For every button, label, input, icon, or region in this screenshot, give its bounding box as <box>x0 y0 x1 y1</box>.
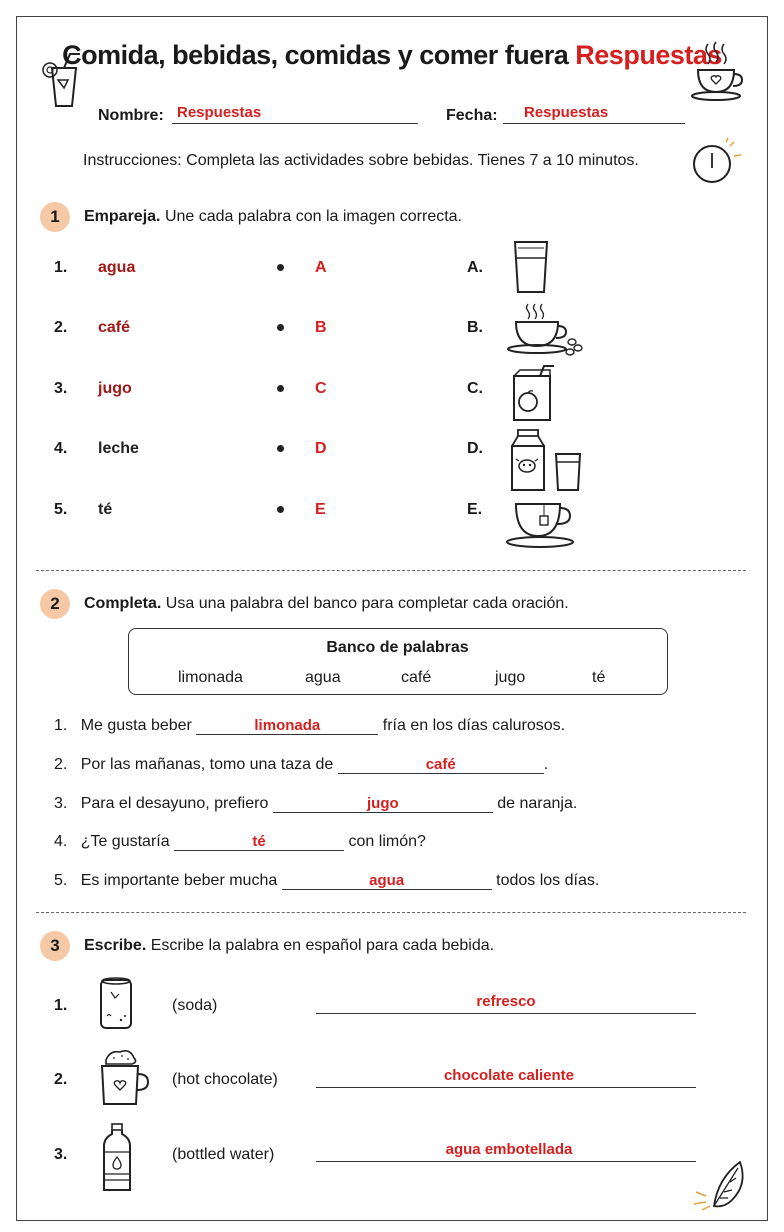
name-field[interactable] <box>172 103 418 124</box>
name-value: Respuestas <box>177 104 262 121</box>
clock-icon <box>690 140 742 186</box>
milk-carton-icon <box>510 428 584 492</box>
translate-answer: chocolate caliente <box>443 1067 575 1084</box>
instructions: Instrucciones: Completa las actividades sobre bebidas. Tienes 7 a 10 minutos. <box>83 152 639 169</box>
translate-number: 1. <box>54 997 68 1014</box>
sentence <box>54 756 548 774</box>
match-letter: E. <box>467 501 483 518</box>
page-title: Comida, bebidas, comidas y comer fuera Respuestas <box>62 40 722 70</box>
match-number: 2. <box>54 319 68 336</box>
section-1-badge: 1 <box>40 202 70 232</box>
date-value: Respuestas <box>524 104 609 121</box>
section-2-instruction: Completa. Usa una palabra del banco para completar cada oración. <box>84 595 569 612</box>
coffee-cup-icon <box>506 302 586 358</box>
match-letter: A. <box>467 259 483 276</box>
tea-cup-icon <box>506 498 578 550</box>
match-word: leche <box>98 440 139 457</box>
sentence <box>54 717 565 735</box>
sentence-before: Para el desayuno, prefiero <box>80 795 269 812</box>
sentence-after: . <box>543 756 549 773</box>
translate-answer: agua embotellada <box>445 1141 573 1158</box>
match-letter: C. <box>467 380 483 397</box>
sentence-number: 3. <box>54 795 68 812</box>
sentence-blank[interactable]: café <box>338 757 544 774</box>
match-dot[interactable] <box>277 324 284 331</box>
section-3-instruction: Escribe. Escribe la palabra en español para cada bebida. <box>84 937 495 954</box>
sentence-after: con limón? <box>348 833 426 850</box>
sentence <box>54 872 599 890</box>
sentence <box>54 833 426 851</box>
section-divider <box>36 570 746 571</box>
match-dot[interactable] <box>277 264 284 271</box>
bank-word: café <box>401 669 432 686</box>
translate-english: (soda) <box>172 997 218 1014</box>
worksheet-border <box>16 16 768 1221</box>
match-dot[interactable] <box>277 445 284 452</box>
match-dot[interactable] <box>277 506 284 513</box>
sentence-number: 1. <box>54 717 68 734</box>
match-answer: A <box>315 259 327 276</box>
match-number: 1. <box>54 259 68 276</box>
match-letter: D. <box>467 440 483 457</box>
sentence-blank[interactable]: jugo <box>273 796 493 813</box>
water-bottle-icon <box>102 1122 132 1194</box>
juice-box-icon <box>510 364 560 422</box>
sentence-blank[interactable]: limonada <box>196 718 378 735</box>
bank-word: limonada <box>178 669 243 686</box>
bank-word: té <box>592 669 606 686</box>
translate-field[interactable] <box>316 1140 696 1162</box>
translate-number: 3. <box>54 1146 68 1163</box>
match-dot[interactable] <box>277 385 284 392</box>
leaf-icon <box>692 1156 754 1212</box>
match-answer: C <box>315 380 327 397</box>
translate-field[interactable] <box>316 1066 696 1088</box>
section-2-badge: 2 <box>40 589 70 619</box>
sentence-before: Me gusta beber <box>80 717 192 734</box>
word-bank <box>128 628 668 695</box>
sentence-after: fría en los días calurosos. <box>382 717 566 734</box>
translate-field[interactable] <box>316 992 696 1014</box>
section-3-badge: 3 <box>40 931 70 961</box>
sentence-after: todos los días. <box>496 872 600 889</box>
sentence-after: de naranja. <box>497 795 578 812</box>
match-word: agua <box>98 259 136 276</box>
translate-english: (bottled water) <box>172 1146 275 1163</box>
hot-chocolate-icon <box>96 1048 152 1108</box>
word-bank-title: Banco de palabras <box>326 639 469 656</box>
section-1-instruction: Empareja. Une cada palabra con la imagen correcta. <box>84 208 462 225</box>
date-label: Fecha: <box>446 107 498 124</box>
sentence <box>54 795 577 813</box>
match-letter: B. <box>467 319 483 336</box>
match-word: café <box>98 319 131 336</box>
bank-word: agua <box>305 669 341 686</box>
sentence-number: 2. <box>54 756 68 773</box>
sentence-number: 4. <box>54 833 68 850</box>
name-label: Nombre: <box>98 107 164 124</box>
match-number: 3. <box>54 380 68 397</box>
section-divider <box>36 912 746 913</box>
translate-english: (hot chocolate) <box>172 1071 278 1088</box>
water-glass-icon <box>512 240 550 294</box>
sentence-number: 5. <box>54 872 68 889</box>
sentence-before: Es importante beber mucha <box>80 872 278 889</box>
match-number: 4. <box>54 440 68 457</box>
coffee-heart-icon <box>688 40 746 102</box>
match-word: jugo <box>98 380 132 397</box>
date-field[interactable] <box>503 103 685 124</box>
sentence-blank[interactable]: té <box>174 834 344 851</box>
match-answer: D <box>315 440 327 457</box>
bank-word: jugo <box>495 669 526 686</box>
match-number: 5. <box>54 501 68 518</box>
translate-number: 2. <box>54 1071 68 1088</box>
match-answer: E <box>315 501 326 518</box>
match-word: té <box>98 501 113 518</box>
soda-can-icon <box>99 976 133 1032</box>
sentence-before: ¿Te gustaría <box>80 833 170 850</box>
translate-answer: refresco <box>476 993 536 1010</box>
match-answer: B <box>315 319 327 336</box>
sentence-before: Por las mañanas, tomo una taza de <box>80 756 334 773</box>
sentence-blank[interactable]: agua <box>282 873 492 890</box>
